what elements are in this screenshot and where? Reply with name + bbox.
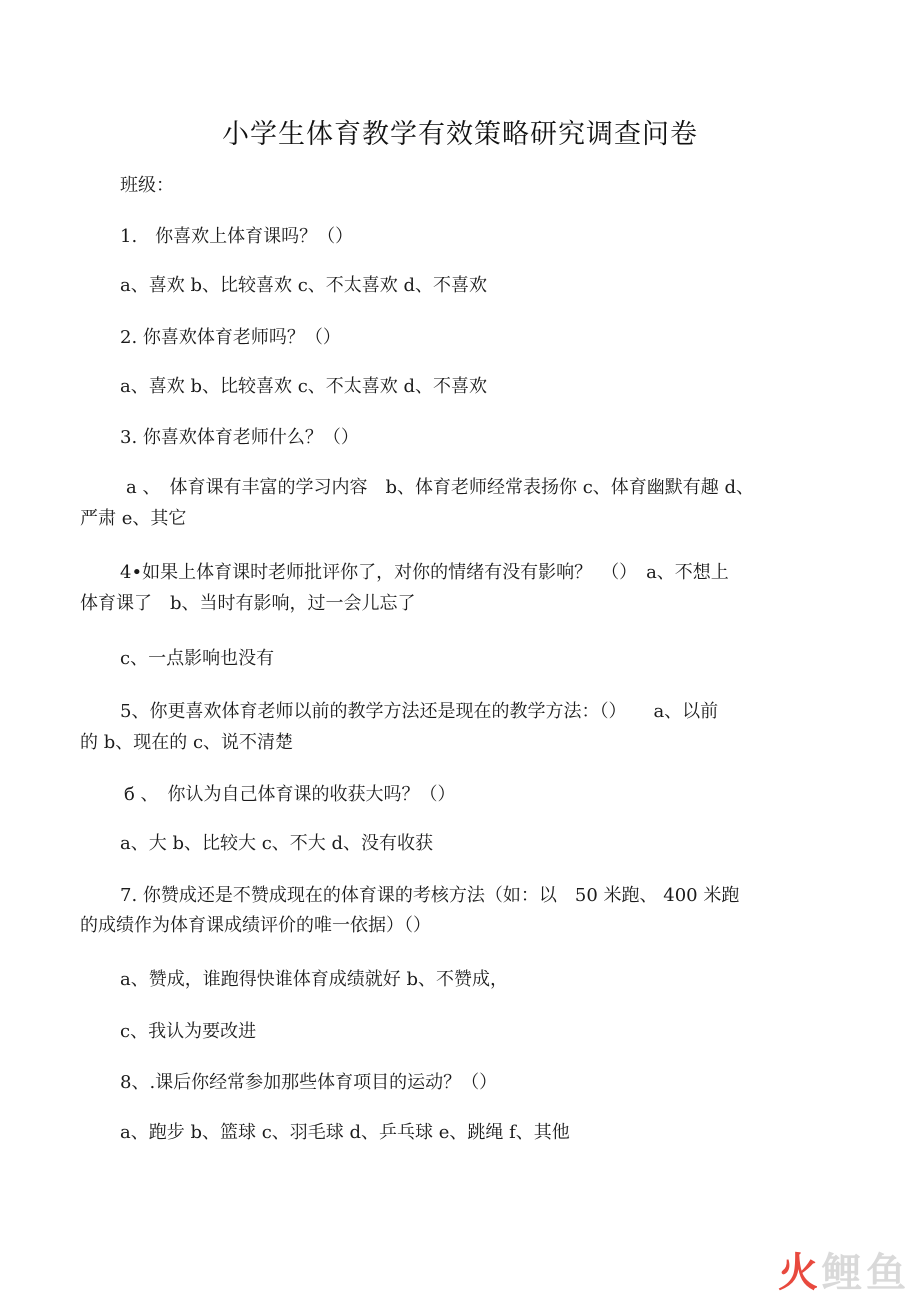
- question-8: 8、.课后你经常参加那些体育项目的运动？（）: [120, 1072, 498, 1093]
- watermark-logo: [750, 1249, 910, 1297]
- document-title: 小学生体育教学有效策略研究调查问卷: [222, 119, 698, 150]
- question-4-line-2: 体育课了 b、当时有影响，过一会儿忘了: [80, 593, 416, 614]
- question-8-options: a、跑步 b、篮球 c、羽毛球 d、乒乓球 e、跳绳 f、其他: [120, 1122, 570, 1143]
- question-1: 1. 你喜欢上体育课吗？（）: [120, 226, 354, 247]
- question-3-options-line-1: a 、 体育课有丰富的学习内容 b、体育老师经常表扬你 c、体育幽默有趣 d、: [126, 477, 755, 498]
- watermark-text: 火鲤鱼: [778, 1250, 910, 1296]
- question-7-line-1: 7. 你赞成还是不赞成现在的体育课的考核方法（如：以 50 米跑、 400 米跑: [120, 885, 740, 906]
- question-6-options: a、大 b、比较大 c、不大 d、没有收获: [120, 833, 434, 854]
- question-2: 2. 你喜欢体育老师吗？（）: [120, 327, 341, 348]
- question-3: 3. 你喜欢体育老师什么？（）: [120, 427, 359, 448]
- question-6: б 、 你认为自己体育课的收获大吗？（）: [124, 784, 456, 805]
- question-7-line-2: 的成绩作为体育课成绩评价的唯一依据）（）: [80, 915, 431, 936]
- question-4-line-3: c、一点影响也没有: [120, 648, 275, 669]
- question-3-options-line-2: 严肃 e、其它: [80, 508, 187, 529]
- question-2-options: a、喜欢 b、比较喜欢 c、不太喜欢 d、不喜欢: [120, 376, 488, 397]
- question-1-options: a、喜欢 b、比较喜欢 c、不太喜欢 d、不喜欢: [120, 275, 488, 296]
- question-5-line-2: 的 b、现在的 c、说不清楚: [80, 732, 294, 753]
- question-7-options-line-1: a、赞成，谁跑得快谁体育成绩就好 b、不赞成，: [120, 969, 508, 990]
- class-label: 班级：: [120, 175, 174, 196]
- question-4-line-1: 4•如果上体育课时老师批评你了，对你的情绪有没有影响？ （） a、不想上: [120, 562, 729, 583]
- question-5-line-1: 5、你更喜欢体育老师以前的教学方法还是现在的教学方法：（） a、以前: [120, 701, 719, 722]
- question-7-options-line-2: c、我认为要改进: [120, 1021, 257, 1042]
